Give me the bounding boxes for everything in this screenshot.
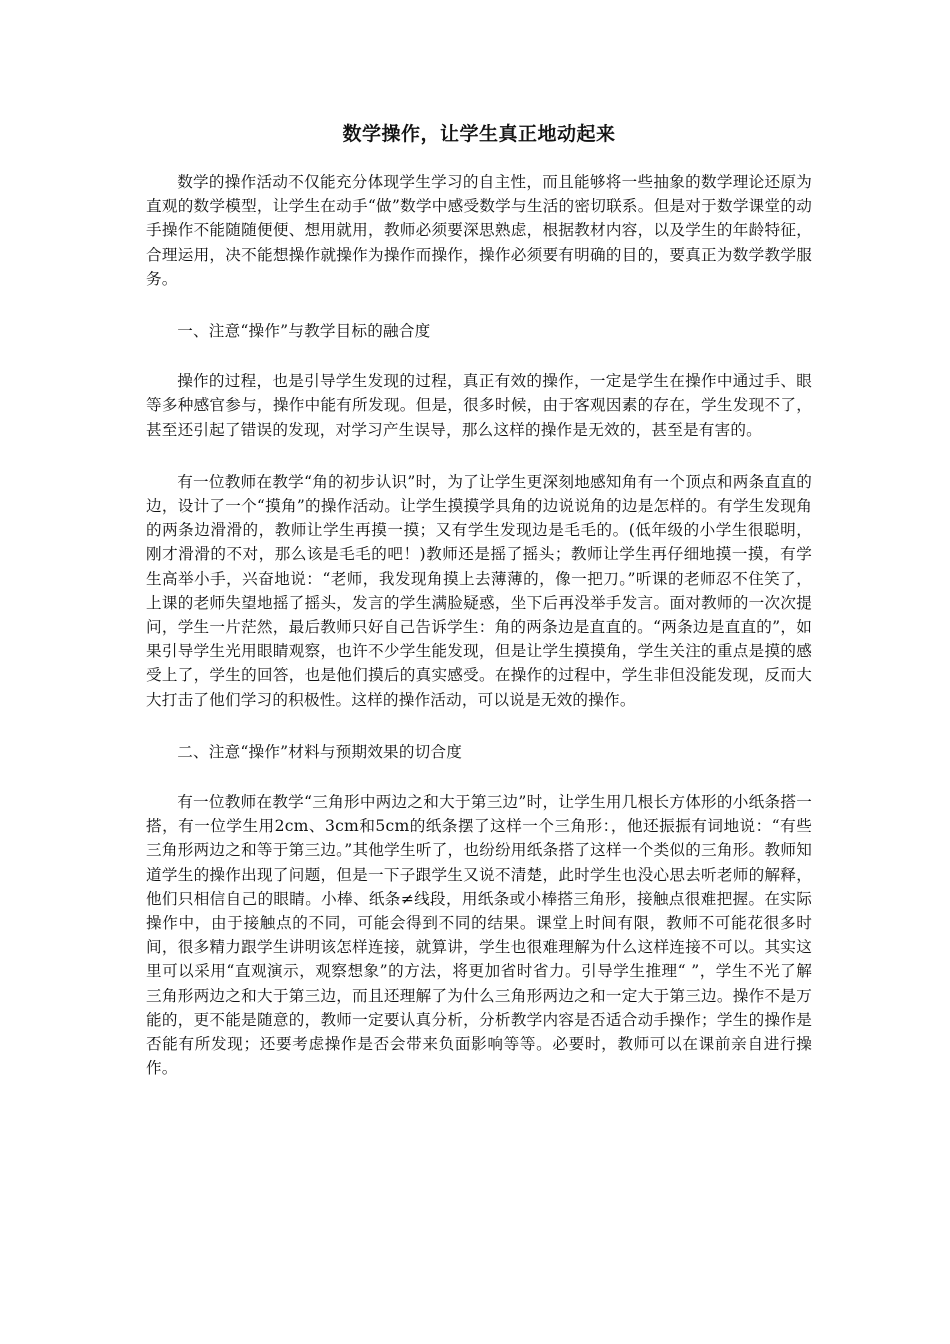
- section-1-paragraph-2: 有一位教师在教学“角的初步认识”时，为了让学生更深刻地感知角有一个顶点和两条直直的边，设计了一个“摸角”的操作活动。让学生摸摸学具角的边说说角的边是怎样的。有学生发现角的两条边滑滑的，教师让学生再摸一摸；又有学生发现边是毛毛的。(低年级的小学生很聪明，刚才滑滑的不对，那么该是毛毛的吧！)教师还是摇了摇头；教师让学生再仔细地摸一摸，有学生高举小手，兴奋地说：“老师，我发现角摸上去薄薄的，像一把刀。”听课的老师忍不住笑了，上课的老师失望地摇了摇头，发言的学生满脸疑惑，坐下后再没举手发言。面对教师的一次次提问，学生一片茫然，最后教师只好自己告诉学生：角的两条边是直直的。“两条边是直直的”，如果引导学生光用眼睛观察，也许不少学生能发现，但是让学生摸摸角，学生关注的重点是摸的感受上了，学生的回答，也是他们摸后的真实感受。在操作的过程中，学生非但没能发现，反而大大打击了他们学习的积极性。这样的操作活动，可以说是无效的操作。: [146, 472, 812, 709]
- document-title: 数学操作，让学生真正地动起来: [342, 123, 616, 145]
- section-2-heading: 二、注意“操作”材料与预期效果的切合度: [177, 742, 463, 761]
- section-2-paragraph-1: 有一位教师在教学“三角形中两边之和大于第三边”时，让学生用几根长方体形的小纸条搭一搭，有一位学生用2cm、3cm和5cm的纸条摆了这样一个三角形：，他还振振有词地说：“有些三角形两边之和等于第三边。”其他学生听了，也纷纷用纸条搭了这样一个类似的三角形。教师知道学生的操作出现了问题，但是一下子跟学生又说不清楚，此时学生也没心思去听老师的解释，他们只相信自己的眼睛。小棒、纸条≠线段，用纸条或小棒搭三角形，接触点很难把握。在实际操作中，由于接触点的不同，可能会得到不同的结果。课堂上时间有限，教师不可能花很多时间，很多精力跟学生讲明该怎样连接，就算讲，学生也很难理解为什么这样连接不可以。其实这里可以采用“直观演示，观察想象”的方法，将更加省时省力。引导学生推理“ ”，学生不光了解三角形两边之和大于第三边，而且还理解了为什么三角形两边之和一定大于第三边。操作不是万能的，更不能是随意的，教师一定要认真分析，分析教学内容是否适合动手操作；学生的操作是否能有所发现；还要考虑操作是否会带来负面影响等等。必要时，教师可以在课前亲自进行操作。: [146, 793, 812, 1078]
- section-1-heading: 一、注意“操作”与教学目标的融合度: [177, 322, 431, 341]
- document-body: [146, 120, 812, 1109]
- intro-paragraph: 数学的操作活动不仅能充分体现学生学习的自主性，而且能够将一些抽象的数学理论还原为直观的数学模型，让学生在动手“做”数学中感受数学与生活的密切联系。但是对于数学课堂的动手操作不能随随便便、想用就用，教师必须要深思熟虑，根据教材内容，以及学生的年龄特征，合理运用，决不能想操作就操作为操作而操作，操作必须要有明确的目的，要真正为数学教学服务。: [146, 173, 812, 288]
- section-1-paragraph-1: 操作的过程，也是引导学生发现的过程，真正有效的操作，一定是学生在操作中通过手、眼等多种感官参与，操作中能有所发现。但是，很多时候，由于客观因素的存在，学生发现不了，甚至还引起了错误的发现，对学习产生误导，那么这样的操作是无效的，甚至是有害的。: [146, 372, 812, 439]
